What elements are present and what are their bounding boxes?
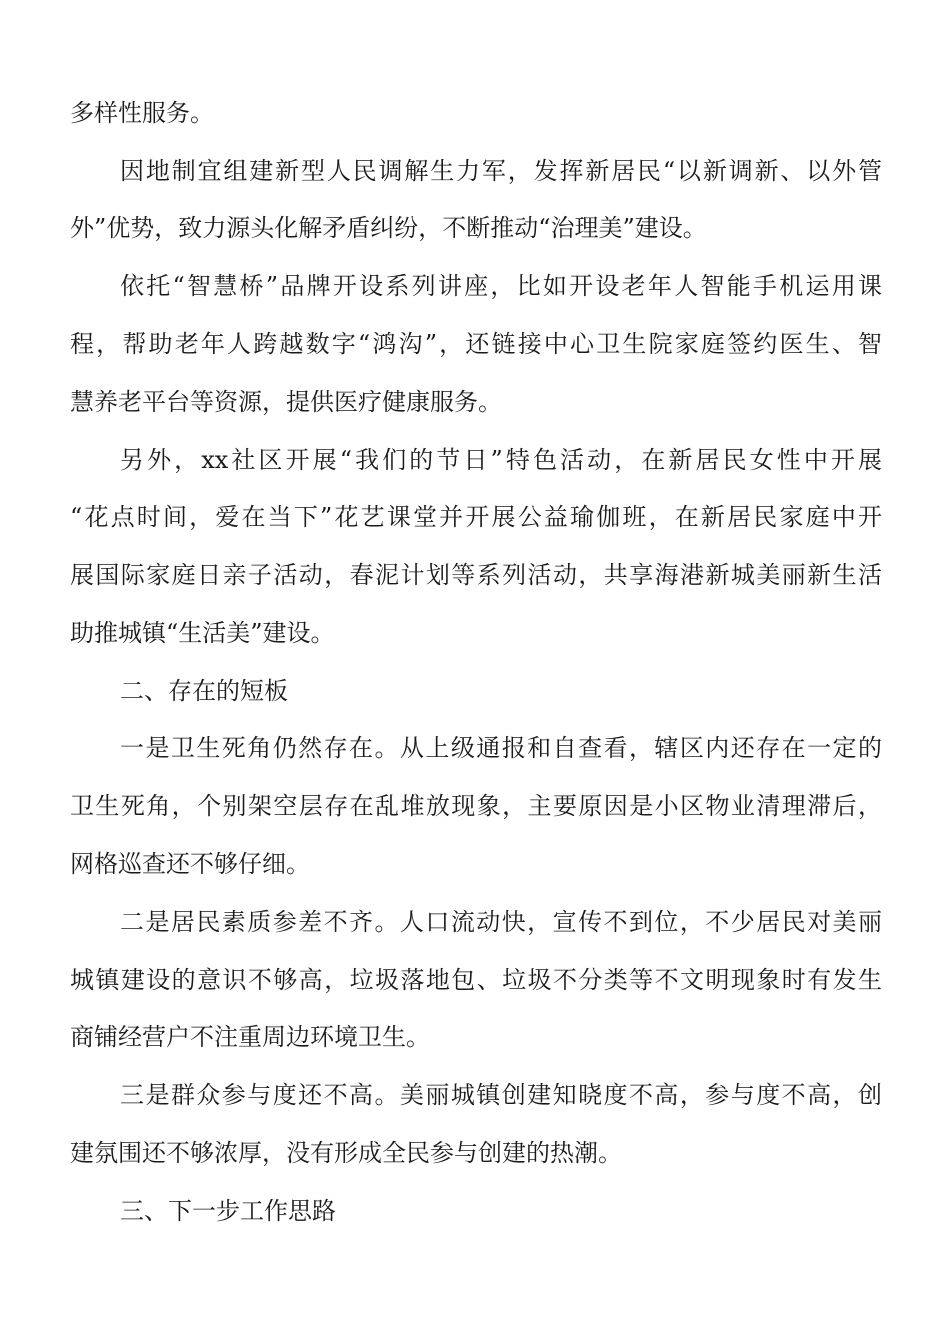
text-line xyxy=(0,440,950,480)
text-line xyxy=(0,844,950,884)
text-line xyxy=(0,786,950,826)
text-line xyxy=(0,1133,950,1173)
text-line-content: 因地制宜组建新型人民调解生力军，发挥新居民“以新调新、以外管 xyxy=(120,157,882,185)
text-line-content: 外”优势，致力源头化解矛盾纠纷，不断推动“治理美”建设。 xyxy=(70,214,707,242)
text-line-content: 慧养老平台等资源，提供医疗健康服务。 xyxy=(70,388,502,416)
text-line-content: 建氛围还不够浓厚，没有形成全民参与创建的热潮。 xyxy=(70,1139,622,1167)
text-line xyxy=(0,555,950,595)
text-line xyxy=(0,382,950,422)
text-line xyxy=(0,728,950,768)
section-heading-text: 三、下一步工作思路 xyxy=(120,1197,336,1225)
text-line xyxy=(0,497,950,537)
text-line-content: 另外，xx社区开展“我们的节日”特色活动，在新居民女性中开展 xyxy=(120,446,882,474)
text-line xyxy=(0,324,950,364)
text-line xyxy=(0,208,950,248)
text-line-content: 多样性服务。 xyxy=(70,99,214,127)
text-line xyxy=(0,93,950,133)
text-line-content: 展国际家庭日亲子活动，春泥计划等系列活动，共享海港新城美丽新生活 xyxy=(70,561,882,589)
text-line-content: 依托“智慧桥”品牌开设系列讲座，比如开设老年人智能手机运用课 xyxy=(120,272,882,300)
text-line-content: 网格巡查还不够仔细。 xyxy=(70,850,310,878)
text-line-content: 三是群众参与度还不高。美丽城镇创建知晓度不高，参与度不高，创 xyxy=(120,1081,882,1109)
text-line-content: 程，帮助老年人跨越数字“鸿沟”，还链接中心卫生院家庭签约医生、智 xyxy=(70,330,882,358)
text-line xyxy=(0,266,950,306)
text-line-content: 商铺经营户不注重周边环境卫生。 xyxy=(70,1023,430,1051)
text-line-content: “花点时间，爱在当下”花艺课堂并开展公益瑜伽班，在新居民家庭中开 xyxy=(70,503,882,531)
text-line xyxy=(0,151,950,191)
text-line-content: 一是卫生死角仍然存在。从上级通报和自查看，辖区内还存在一定的 xyxy=(120,734,882,762)
text-line xyxy=(0,613,950,653)
section-heading-text: 二、存在的短板 xyxy=(120,677,288,705)
text-line-content: 城镇建设的意识不够高，垃圾落地包、垃圾不分类等不文明现象时有发生 xyxy=(70,966,882,994)
text-line-content: 卫生死角，个别架空层存在乱堆放现象，主要原因是小区物业清理滞后， xyxy=(70,792,882,820)
section-heading xyxy=(0,1191,950,1231)
text-line xyxy=(0,1017,950,1057)
text-line xyxy=(0,1075,950,1115)
text-line-content: 助推城镇“生活美”建设。 xyxy=(70,619,335,647)
text-line-content: 二是居民素质参差不齐。人口流动快，宣传不到位，不少居民对美丽 xyxy=(120,908,882,936)
text-line xyxy=(0,902,950,942)
text-line xyxy=(0,960,950,1000)
section-heading xyxy=(0,671,950,711)
